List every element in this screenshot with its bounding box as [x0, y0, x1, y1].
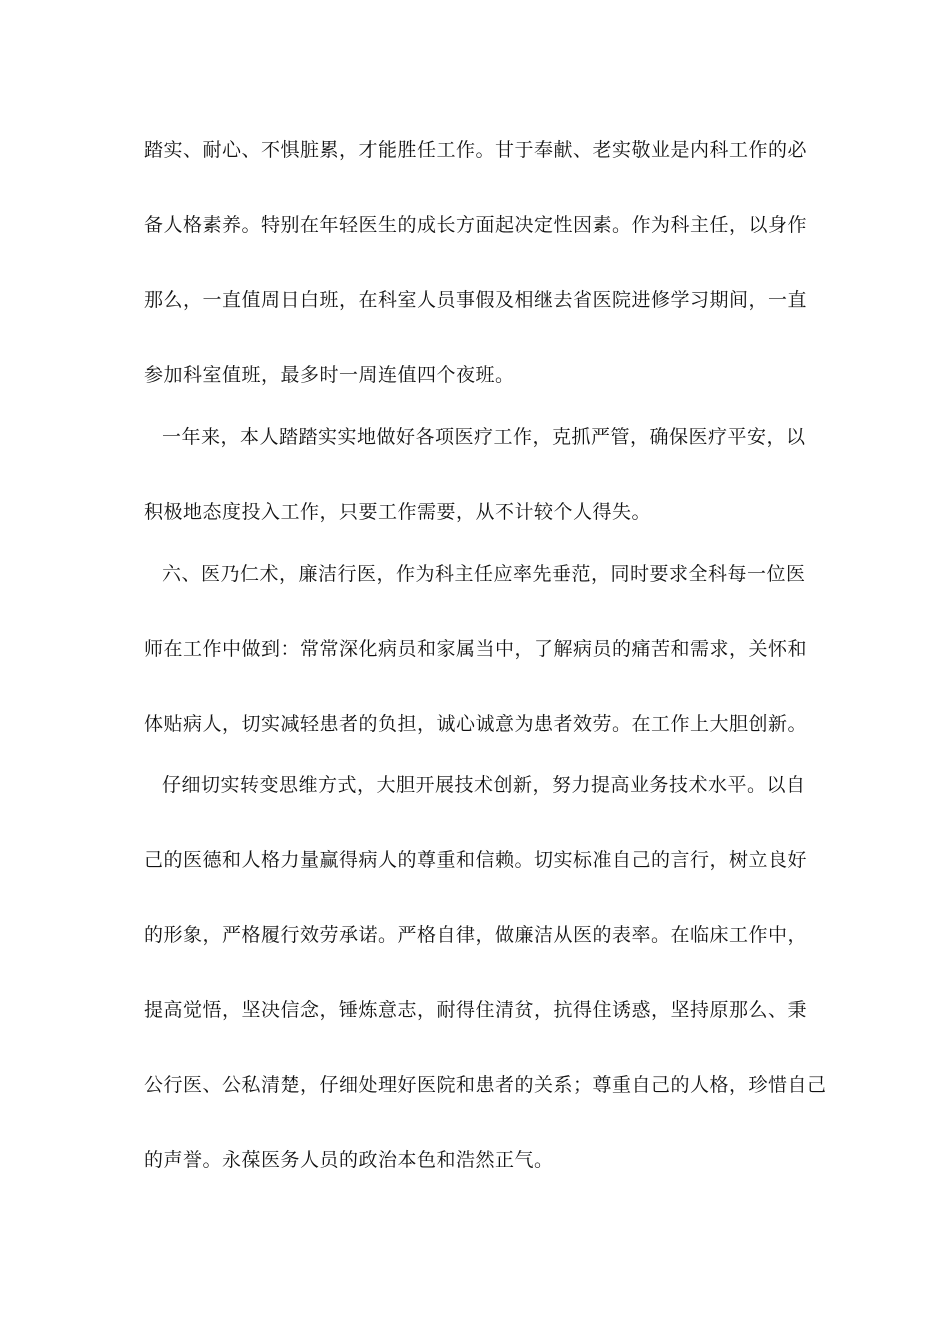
text-line-6: 积极地态度投入工作，只要工作需要，从不计较个人得失。 [144, 501, 652, 523]
text-line-13: 提高觉悟，坚决信念，锤炼意志，耐得住清贫，抗得住诱惑，坚持原那么、秉 [144, 999, 808, 1021]
text-line-12: 的形象，严格履行效劳承诺。严格自律，做廉洁从医的表率。在临床工作中， [144, 924, 808, 946]
text-line-15: 的声誉。永葆医务人员的政治本色和浩然正气。 [144, 1149, 554, 1171]
text-line-11: 己的医德和人格力量赢得病人的尊重和信赖。切实标准自己的言行，树立良好 [144, 849, 808, 871]
text-line-5: 一年来，本人踏踏实实地做好各项医疗工作，克抓严管，确保医疗平安，以 [162, 426, 806, 448]
text-line-4: 参加科室值班，最多时一周连值四个夜班。 [144, 364, 515, 386]
text-line-8: 师在工作中做到：常常深化病员和家属当中，了解病员的痛苦和需求，关怀和 [144, 638, 808, 660]
text-line-3: 那么，一直值周日白班，在科室人员事假及相继去省医院进修学习期间，一直 [144, 289, 808, 311]
text-line-1: 踏实、耐心、不惧脏累，才能胜任工作。甘于奉献、老实敬业是内科工作的必 [144, 139, 808, 161]
text-line-10: 仔细切实转变思维方式，大胆开展技术创新，努力提高业务技术水平。以自 [162, 774, 806, 796]
text-line-2: 备人格素养。特别在年轻医生的成长方面起决定性因素。作为科主任，以身作 [144, 214, 808, 236]
text-line-7: 六、医乃仁术，廉洁行医，作为科主任应率先垂范，同时要求全科每一位医 [162, 563, 806, 585]
text-line-9: 体贴病人，切实减轻患者的负担，诚心诚意为患者效劳。在工作上大胆创新。 [144, 713, 808, 735]
text-line-14: 公行医、公私清楚，仔细处理好医院和患者的关系；尊重自己的人格，珍惜自己 [144, 1074, 827, 1096]
